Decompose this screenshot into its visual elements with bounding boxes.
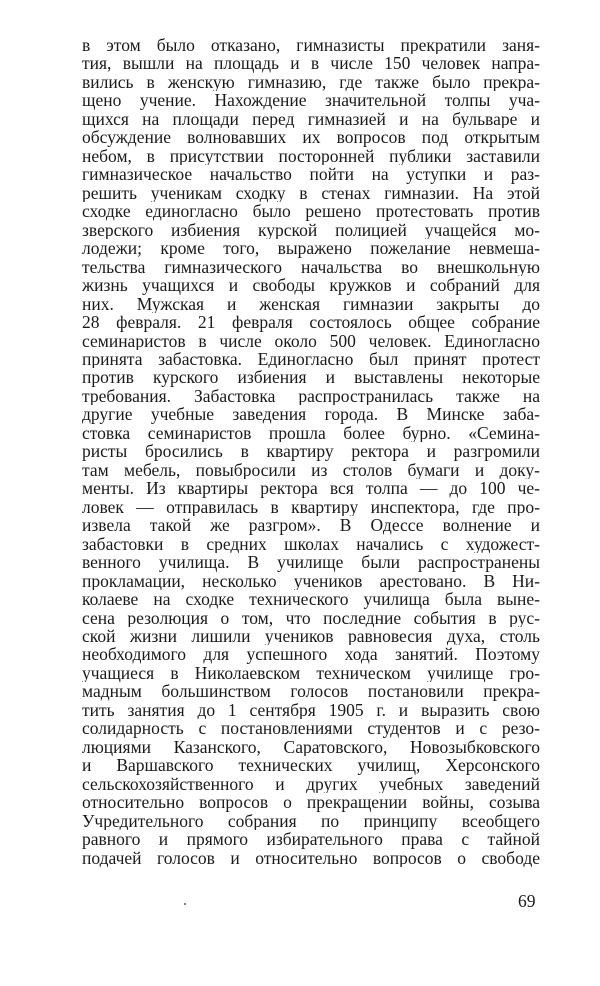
text-line: ской жизни лишили учеников равновесия духа, столь [82,627,540,646]
text-line: люциями Казанского, Саратовского, Новозыбковского [82,737,540,757]
text-line: щихся на площади перед гимназией и на бульваре и [82,109,540,129]
text-line: колаеве на сходке технического училища была выне- [82,590,540,609]
text-line: венного училища. В училище были распространены [82,553,540,572]
text-line: относительно вопросов о прекращении войны, созыва [82,793,540,812]
text-line: решить ученикам сходку в стенах гимназии. На этой [82,183,540,203]
text-line: тить занятия до 1 сентября 1905 г. и выразить свою [82,700,540,720]
text-line: мадным большинством голосов постановили прекра- [82,682,540,701]
text-line: другие учебные заведения города. В Минске заба- [82,405,540,424]
body-text [82,36,540,867]
text-line: подачей голосов и относительно вопросов о свободе [82,848,540,868]
text-line: забастовки в средних школах начались с художест- [82,534,540,554]
text-line: солидарность с постановлениями студентов и с резо- [82,719,540,738]
text-line: обсуждение волновавших их вопросов под открытым [82,128,540,147]
text-line: тия, вышли на площадь и в числе 150 человек напра- [82,54,540,73]
text-line: прокламации, несколько учеников арестовано. В Ни- [82,571,540,591]
text-line: вились в женскую гимназию, где также было прекра- [82,72,540,92]
text-line: тельства гимназического начальства во внешкольную [82,257,540,277]
text-line: менты. Из квартиры ректора вся толпа — до 100 че- [82,479,540,498]
text-line: небом, в присутствии посторонней публики заставили [82,146,540,166]
text-line: требования. Забастовка распространилась также на [82,386,540,406]
text-line: учащиеся в Николаевском техническом училище гро- [82,663,540,683]
text-line: Учредительного собрания по принципу всеобщего [82,811,540,831]
text-line: в этом было отказано, гимназисты прекратили заня- [82,36,540,55]
text-line: равного и прямого избирательного права с тайной [82,830,540,849]
text-line: щено учение. Нахождение значительной толпы уча- [82,91,540,110]
text-line: и Варшавского технических училищ, Херсонского [82,756,540,775]
text-line: жизнь учащихся и свободы кружков и собраний для [82,276,540,295]
text-line: извела такой же разгром». В Одессе волнение и [82,516,540,535]
text-line: ловек — отправилась в квартиру инспектора, где про- [82,497,540,517]
text-line: зверского избиения курской полицией учащейся мо- [82,220,540,240]
print-speck [184,903,186,905]
text-line: против курского избиения и выставлены некоторые [82,368,540,387]
text-line: необходимого для успешного хода занятий. Поэтому [82,645,540,664]
text-line: сена резолюция о том, что последние события в рус- [82,608,540,627]
text-line: них. Мужская и женская гимназии закрыты до [82,294,540,314]
text-line: принята забастовка. Единогласно был принят протест [82,349,540,369]
text-line: ристы бросились в квартиру ректора и разгромили [82,442,540,461]
text-line: лодежи; кроме того, выражено пожелание невмеша- [82,239,540,258]
text-line: сходке единогласно было решено протестовать против [82,202,540,221]
text-line: гимназическое начальство пойти на уступки и раз- [82,165,540,184]
text-line: стовка семинаристов прошла более бурно. «Семина- [82,423,540,443]
text-line: семинаристов в числе около 500 человек. Единогласно [82,331,540,350]
text-line: там мебель, повыбросили из столов бумаги и доку- [82,460,540,480]
text-line: 28 февраля. 21 февраля состоялось общее собрание [82,313,540,332]
text-line: сельскохозяйственного и других учебных заведений [82,774,540,794]
page-number: 69 [518,891,536,911]
